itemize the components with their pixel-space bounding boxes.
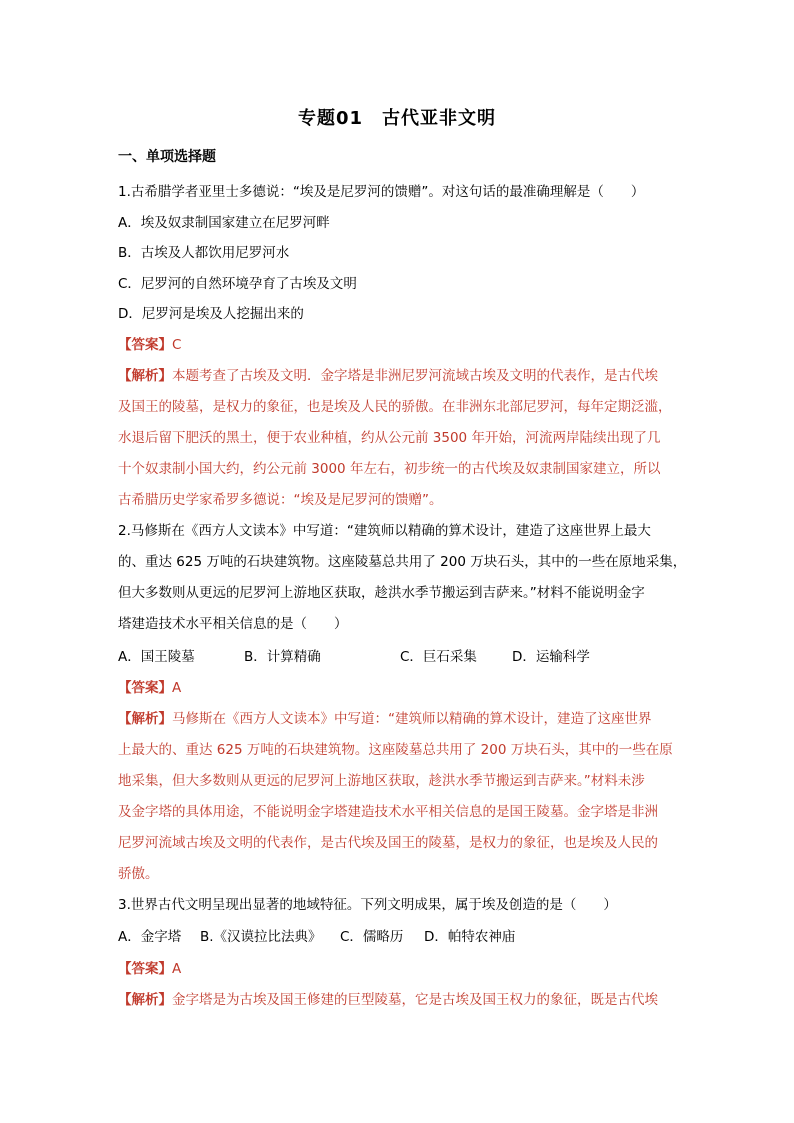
q1-analysis-line (118, 364, 658, 384)
q3-option-a: A．金字塔 (118, 929, 182, 945)
section-heading: 一、单项选择题 (118, 149, 216, 165)
answer-value: A (172, 680, 182, 696)
q1-option-b: B．古埃及人都饮用尼罗河水 (118, 245, 290, 261)
q2-stem-line: 塔建造技术水平相关信息的是（ ） (118, 616, 348, 632)
q2-analysis-line: 尼罗河流域古埃及文明的代表作，是古代埃及国王的陵墓，是权力的象征，也是埃及人民的 (118, 835, 658, 851)
q1-analysis-line: 及国王的陵墓，是权力的象征，也是埃及人民的骄傲。在非洲东北部尼罗河，每年定期泛滥， (118, 399, 672, 415)
q2-analysis-line (118, 707, 652, 727)
analysis-tag: 【解析】 (118, 992, 172, 1008)
q2-option-d: D．运输科学 (512, 649, 590, 665)
q2-analysis-line: 及金字塔的具体用途，不能说明金字塔建造技术水平相关信息的是国王陵墓。金字塔是非洲 (118, 804, 658, 820)
q3-option-d: D．帕特农神庙 (424, 929, 516, 945)
q1-analysis-line: 水退后留下肥沃的黑土，便于农业种植，约从公元前 3500 年开始，河流两岸陆续出现了几 (118, 430, 661, 446)
q2-analysis-line: 骄傲。 (118, 866, 159, 882)
q2-analysis-line: 上最大的、重达 625 万吨的石块建筑物。这座陵墓总共用了 200 万块石头，其中的一些在原 (118, 742, 673, 758)
q2-options (118, 645, 590, 665)
q3-analysis-line (118, 988, 658, 1008)
q3-option-b: B.《汉谟拉比法典》 (200, 929, 322, 945)
q1-stem: 1.古希腊学者亚里士多德说：“埃及是尼罗河的馈赠”。对这句话的最准确理解是（ ） (118, 184, 645, 200)
q2-option-a: A．国王陵墓 (118, 649, 195, 665)
analysis-text: 本题考查了古埃及文明．金字塔是非洲尼罗河流域古埃及文明的代表作，是古代埃 (172, 368, 658, 384)
q1-option-d: D．尼罗河是埃及人挖掘出来的 (118, 306, 304, 322)
q2-stem-line: 但大多数则从更远的尼罗河上游地区获取，趁洪水季节搬运到吉萨来。”材料不能说明金字 (118, 585, 645, 601)
q2-stem-line: 2.马修斯在《西方人文读本》中写道：“建筑师以精确的算术设计，建造了这座世界上最大 (118, 523, 651, 539)
q2-stem-line: 的、重达 625 万吨的石块建筑物。这座陵墓总共用了 200 万块石头，其中的一些在原地采集， (118, 554, 687, 570)
q2-answer (118, 676, 181, 696)
q1-analysis-line: 十个奴隶制小国大约，约公元前 3000 年左右，初步统一的古代埃及奴隶制国家建立，所以 (118, 461, 661, 477)
q1-answer (118, 333, 181, 353)
answer-value: C (172, 337, 182, 353)
q2-option-c: C．巨石采集 (400, 649, 477, 665)
q2-option-b: B．计算精确 (244, 649, 321, 665)
analysis-tag: 【解析】 (118, 368, 172, 384)
analysis-text: 马修斯在《西方人文读本》中写道：“建筑师以精确的算术设计，建造了这座世界 (172, 711, 652, 727)
q1-analysis-line: 古希腊历史学家希罗多德说：“埃及是尼罗河的馈赠”。 (118, 492, 443, 508)
analysis-tag: 【解析】 (118, 711, 172, 727)
q3-answer (118, 957, 181, 977)
answer-tag: 【答案】 (118, 961, 172, 977)
analysis-text: 金字塔是为古埃及国王修建的巨型陵墓，它是古埃及国王权力的象征，既是古代埃 (172, 992, 658, 1008)
q3-stem: 3.世界古代文明呈现出显著的地域特征。下列文明成果，属于埃及创造的是（ ） (118, 897, 617, 913)
q3-option-c: C．儒略历 (340, 929, 404, 945)
answer-tag: 【答案】 (118, 337, 172, 353)
page-title: 专题01 古代亚非文明 (297, 108, 497, 129)
q3-options (118, 925, 515, 945)
q2-analysis-line: 地采集，但大多数则从更远的尼罗河上游地区获取，趁洪水季节搬运到吉萨来。”材料未涉 (118, 773, 645, 789)
answer-tag: 【答案】 (118, 680, 172, 696)
q1-option-c: C．尼罗河的自然环境孕育了古埃及文明 (118, 276, 357, 292)
q1-option-a: A．埃及奴隶制国家建立在尼罗河畔 (118, 215, 330, 231)
answer-value: A (172, 961, 182, 977)
